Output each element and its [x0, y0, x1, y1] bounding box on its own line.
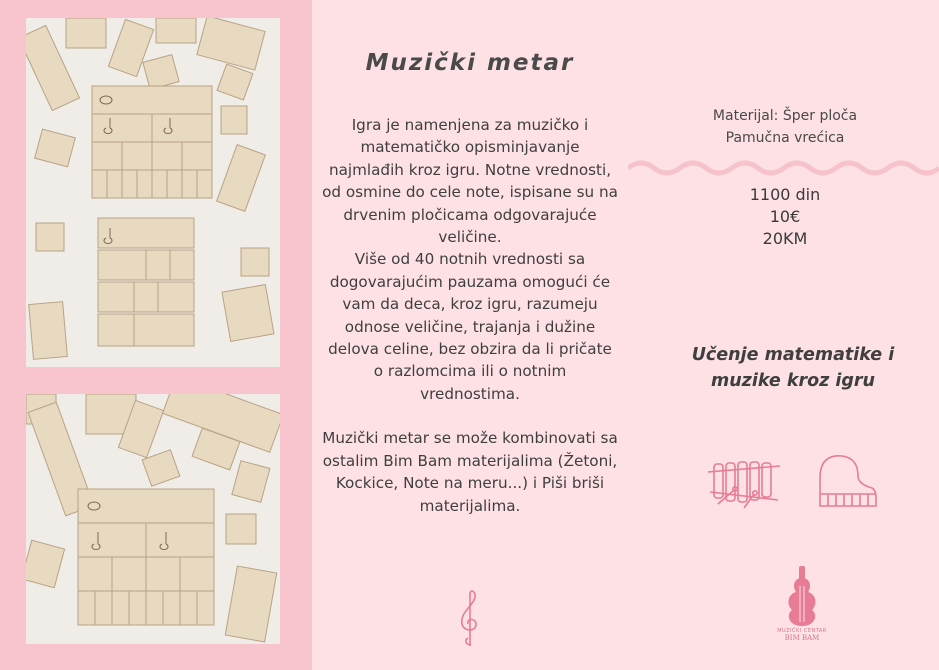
logo-name: BIM BAM — [784, 634, 820, 642]
piano-icon — [812, 448, 882, 518]
page-title: Muzički metar — [365, 50, 575, 76]
product-photo-top — [26, 18, 280, 367]
prices — [700, 184, 870, 250]
tagline: Učenje matematike i muzike kroz igru — [691, 345, 895, 391]
price-rsd: 1100 din — [749, 185, 821, 204]
description — [322, 114, 618, 517]
wave-divider — [628, 156, 939, 180]
materials-info — [680, 105, 890, 149]
materials-line-1: Materijal: Šper ploča — [712, 108, 858, 124]
price-eur: 10€ — [769, 207, 801, 226]
treble-clef-icon — [456, 588, 484, 648]
logo-subtitle: MUZIČKI CENTAR — [777, 628, 827, 634]
xylophone-icon — [704, 452, 784, 512]
product-photo-bottom — [26, 394, 280, 644]
description-paragraph-1: Igra je namenjena za muzičko i matematičko opisminjavanje najmlađih kroz igru. Notne vrednosti, od osmine do cele note, ispisane su na drvenim pločicama odgovarajuće veličine. — [322, 116, 618, 247]
price-km: 20KM — [762, 229, 808, 248]
materials-line-2: Pamučna vrećica — [725, 130, 845, 146]
description-paragraph-2: Više od 40 notnih vrednosti sa dogovarajućim pauzama omogući će vam da deca, kroz igru, razumeju odnose veličine, trajanja i dužine delova celine, bez obzira da li pričate o razlomcima ili o notnim vrednostima. — [328, 250, 612, 403]
description-paragraph-3: Muzički metar se može kombinovati sa ostalim Bim Bam materijalima (Žetoni, Kockice, Note na meru...) i Piši briši materijalima. — [322, 429, 618, 515]
